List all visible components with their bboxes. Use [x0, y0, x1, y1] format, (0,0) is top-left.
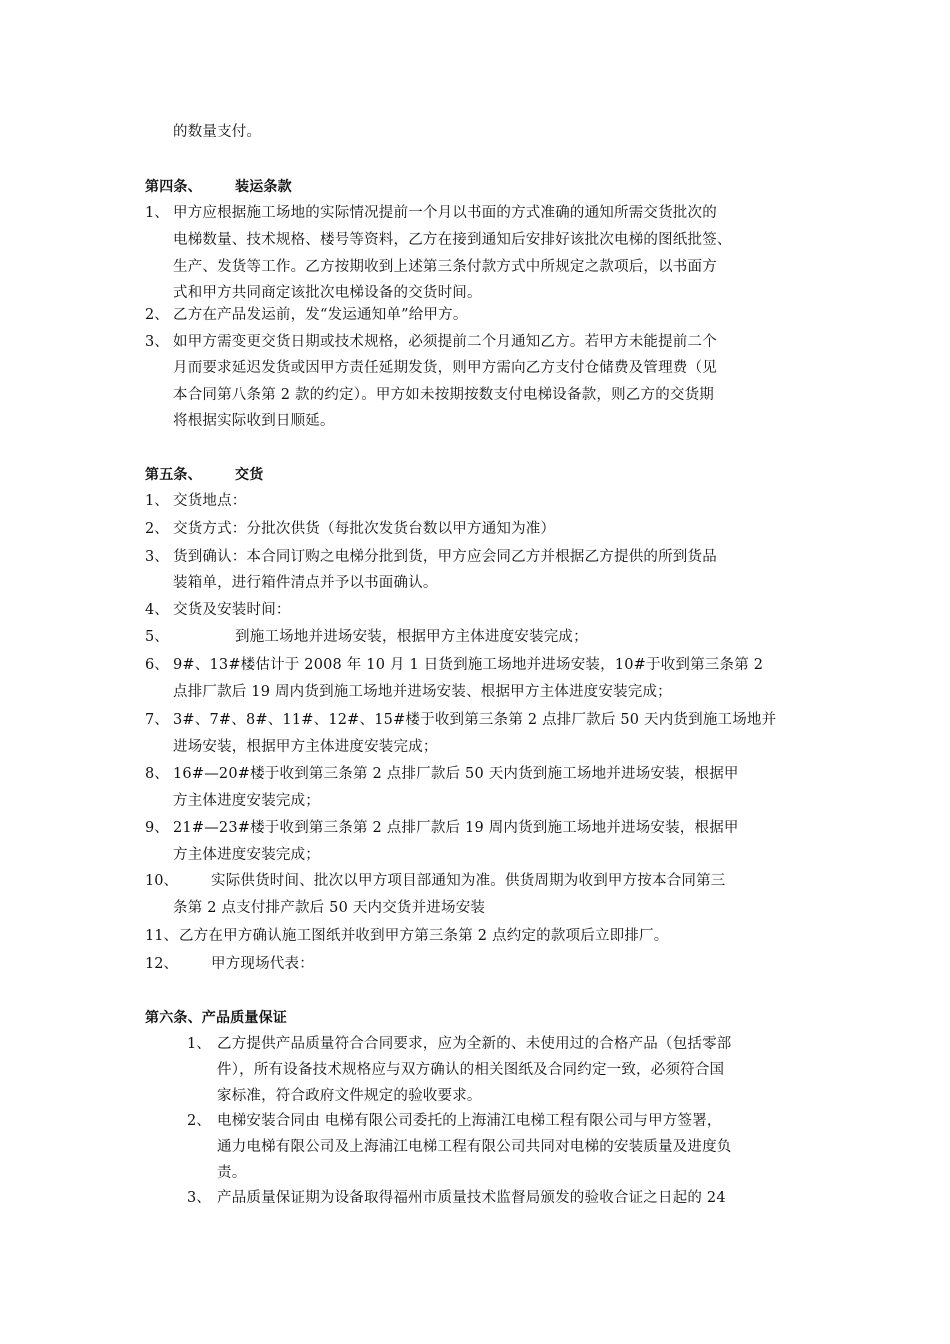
list-number: 2、 [145, 307, 169, 323]
list-item-line: 将根据实际收到日顺延。 [173, 413, 335, 429]
list-item-line: 16#—20#楼于收到第三条第 2 点排厂款后 50 天内货到施工场地并进场安装，根据甲 [173, 766, 739, 782]
list-item-line: 交货地点： [173, 493, 247, 509]
list-item-line: 通力电梯有限公司及上海浦江电梯工程有限公司共同对电梯的安装质量及进度负 [217, 1139, 732, 1155]
list-number: 4、 [145, 602, 169, 618]
list-item-line: 式和甲方共同商定该批次电梯设备的交货时间。 [173, 285, 482, 301]
article-6-title: 第六条、产品质量保证 [145, 1010, 287, 1026]
list-number: 2、 [187, 1113, 211, 1129]
list-number: 2、 [145, 521, 169, 537]
list-item-line: 甲方现场代表： [211, 956, 314, 972]
list-item-line: 方主体进度安装完成； [173, 793, 320, 809]
list-item-line: 电梯数量、技术规格、楼号等资料，乙方在接到通知后安排好该批次电梯的图纸批签、 [173, 232, 732, 248]
intro-text: 的数量支付。 [173, 124, 262, 140]
list-item-line: 3#、7#、8#、11#、12#、15#楼于收到第三条第 2 点排厂款后 50 天内货到施工场地并 [173, 712, 777, 728]
list-number: 9、 [145, 820, 169, 836]
list-item-line: 装箱单，进行箱件清点并予以书面确认。 [173, 575, 438, 591]
list-item-line: 实际供货时间、批次以甲方项目部通知为准。供货周期为收到甲方按本合同第三 [211, 873, 726, 889]
list-item-line: 交货及安装时间： [173, 602, 291, 618]
list-item-line: 甲方应根据施工场地的实际情况提前一个月以书面的方式准确的通知所需交货批次的 [173, 205, 717, 221]
list-item-line: 件），所有设备技术规格应与双方确认的相关图纸及合同约定一致，必须符合国 [217, 1062, 725, 1078]
list-number: 11、 [145, 928, 178, 944]
list-item-line: 责。 [217, 1165, 247, 1181]
list-item-line: 到施工场地并进场安装，根据甲方主体进度安装完成； [235, 629, 588, 645]
list-number: 3、 [145, 549, 169, 565]
list-item-line: 生产、发货等工作。乙方按期收到上述第三条付款方式中所规定之款项后，以书面方 [173, 259, 717, 275]
list-item-line: 产品质量保证期为设备取得福州市质量技术监督局颁发的验收合证之日起的 24 [217, 1190, 726, 1206]
list-item-line: 进场安装，根据甲方主体进度安装完成； [173, 739, 438, 755]
list-number: 5、 [145, 629, 169, 645]
list-number: 10、 [145, 873, 178, 889]
list-item-line: 家标准，符合政府文件规定的验收要求。 [217, 1088, 482, 1104]
list-item-line: 电梯安装合同由 电梯有限公司委托的上海浦江电梯工程有限公司与甲方签署， [217, 1113, 722, 1129]
article-5-title: 交货 [235, 467, 264, 483]
article-5-number: 第五条、 [145, 467, 202, 483]
list-item-line: 月而要求延迟发货或因甲方责任延期发货，则甲方需向乙方支付仓储费及管理费（见 [173, 360, 717, 376]
list-number: 3、 [145, 334, 169, 350]
list-item-line: 乙方提供产品质量符合合同要求，应为全新的、未使用过的合格产品（包括零部 [217, 1036, 732, 1052]
list-number: 1、 [187, 1036, 211, 1052]
list-item-line: 如甲方需变更交货日期或技术规格，必须提前二个月通知乙方。若甲方未能提前二个 [173, 334, 717, 350]
list-number: 6、 [145, 657, 169, 673]
list-number: 1、 [145, 205, 169, 221]
list-item-line: 货到确认：本合同订购之电梯分批到货，甲方应会同乙方并根据乙方提供的所到货品 [173, 549, 717, 565]
list-item-line: 条第 2 点支付排产款后 50 天内交货并进场安装 [173, 900, 486, 916]
article-4-title: 装运条款 [235, 179, 292, 195]
list-number: 8、 [145, 766, 169, 782]
list-item-line: 交货方式：分批次供货（每批次发货台数以甲方通知为准） [173, 521, 556, 537]
list-item-line: 乙方在产品发运前，发“发运通知单”给甲方。 [173, 307, 468, 323]
article-4-number: 第四条、 [145, 179, 202, 195]
list-number: 12、 [145, 956, 178, 972]
list-number: 1、 [145, 493, 169, 509]
list-item-line: 方主体进度安装完成； [173, 847, 320, 863]
list-item-line: 本合同第八条第 2 款的约定）。甲方如未按期按数支付电梯设备款，则乙方的交货期 [173, 387, 714, 403]
list-item-line: 21#—23#楼于收到第三条第 2 点排厂款后 19 周内货到施工场地并进场安装，根据甲 [173, 820, 739, 836]
list-number: 7、 [145, 712, 169, 728]
list-item-line: 9#、13#楼估计于 2008 年 10 月 1 日货到施工场地并进场安装，10#于收到第三条第 2 [173, 657, 764, 673]
list-number: 3、 [187, 1190, 211, 1206]
list-item-line: 乙方在甲方确认施工图纸并收到甲方第三条第 2 点约定的款项后立即排厂。 [179, 928, 669, 944]
list-item-line: 点排厂款后 19 周内货到施工场地并进场安装、根据甲方主体进度安装完成； [173, 684, 672, 700]
